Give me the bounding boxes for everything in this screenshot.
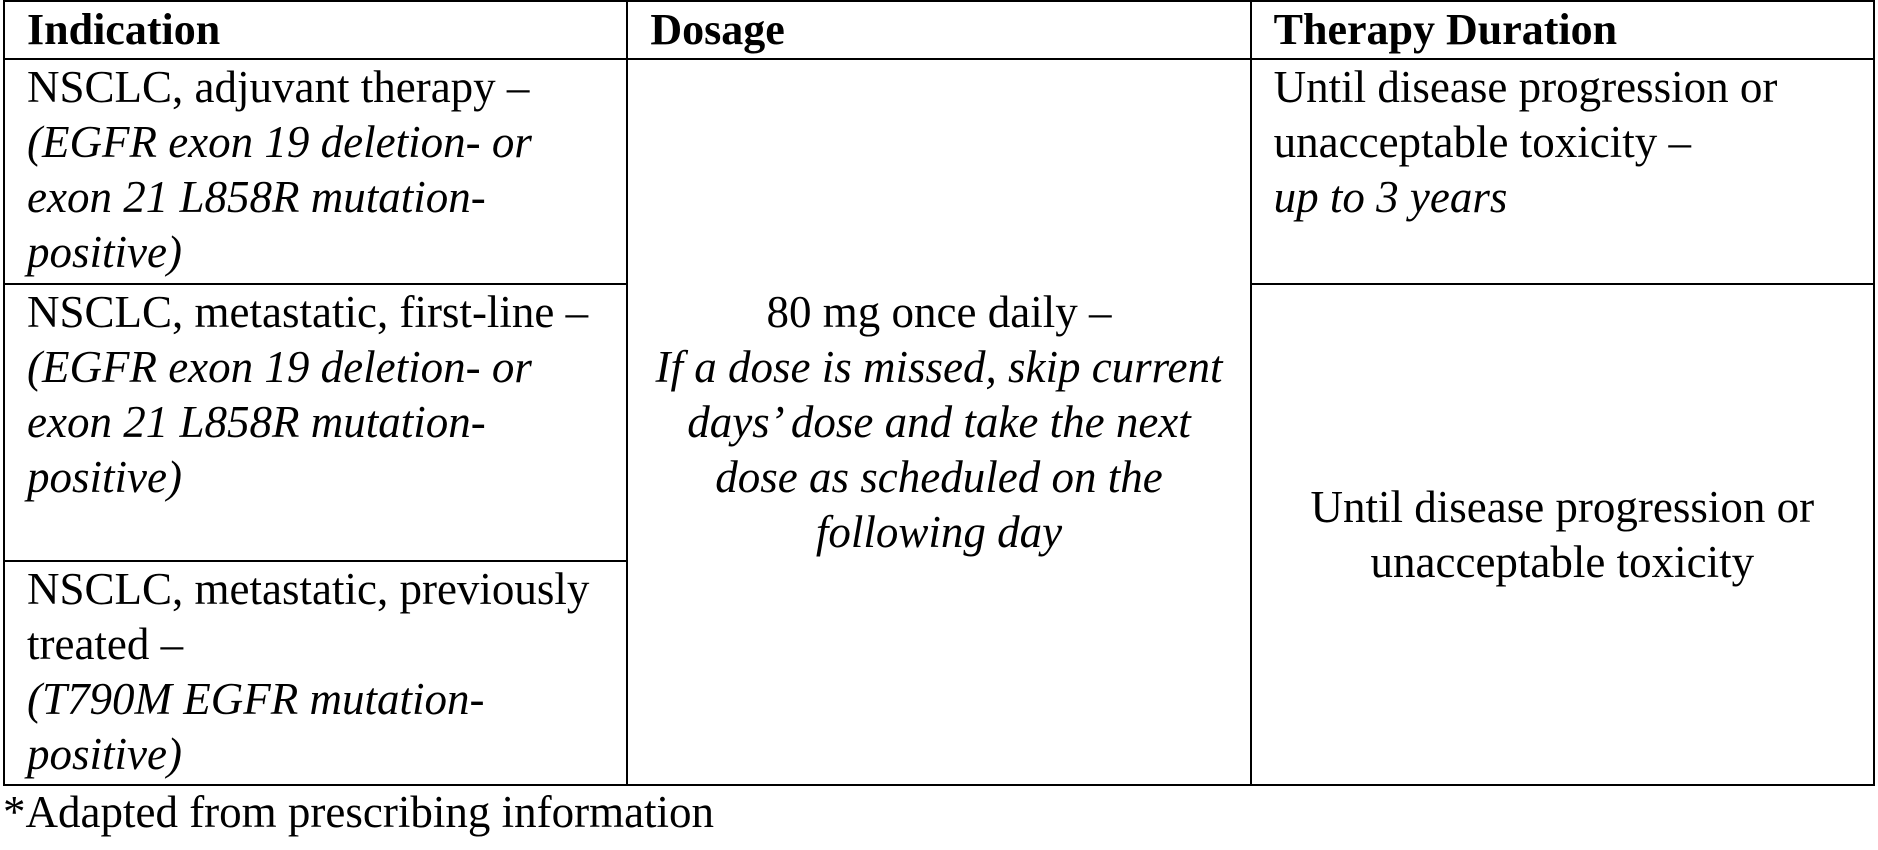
indication-cell xyxy=(4,561,627,785)
duration-cell-metastatic xyxy=(1251,284,1874,785)
header-dosage: Dosage xyxy=(627,1,1250,59)
duration-text: Until disease progression or unacceptable toxicity – xyxy=(1273,62,1778,167)
indication-text: NSCLC, metastatic, first-line – xyxy=(27,287,589,337)
indication-text: NSCLC, adjuvant therapy – xyxy=(27,62,530,112)
duration-limit-note: up to 3 years xyxy=(1273,172,1508,222)
header-therapy-duration: Therapy Duration xyxy=(1251,1,1874,59)
indication-mutation-note: (EGFR exon 19 deletion- or exon 21 L858R mutation-positive) xyxy=(27,342,532,502)
indication-cell xyxy=(4,59,627,284)
indication-text: NSCLC, metastatic, previously treated – xyxy=(27,564,590,669)
footnote: *Adapted from prescribing information xyxy=(3,787,715,837)
table-row xyxy=(4,59,1874,284)
indication-mutation-note: (EGFR exon 19 deletion- or exon 21 L858R mutation-positive) xyxy=(27,117,532,277)
table-header-row xyxy=(4,1,1874,59)
dosage-text: 80 mg once daily – xyxy=(766,286,1112,337)
missed-dose-note: If a dose is missed, skip current days’ dose and take the next dose as scheduled on the following day xyxy=(655,341,1223,557)
dosage-cell xyxy=(627,59,1250,785)
dosing-table xyxy=(3,0,1875,786)
indication-mutation-note: (T790M EGFR mutation-positive) xyxy=(27,674,485,779)
duration-cell-adjuvant xyxy=(1251,59,1874,284)
duration-text: Until disease progression or unacceptable toxicity xyxy=(1310,481,1815,587)
indication-cell xyxy=(4,284,627,561)
header-indication: Indication xyxy=(4,1,627,59)
